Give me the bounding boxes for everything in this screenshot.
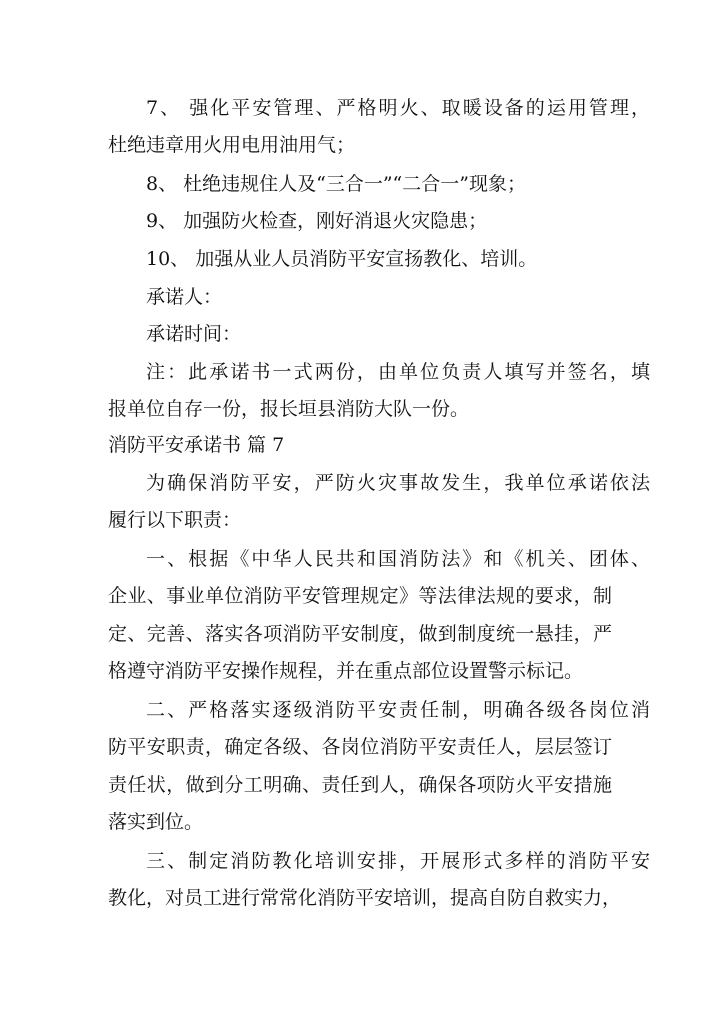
paragraph-1-line-4: 格遵守消防平安操作规程，并在重点部位设置警示标记。 xyxy=(108,660,584,682)
section-heading: 消防平安承诺书 篇 7 xyxy=(108,434,285,456)
item-9: 9、 加强防火检查，刚好消退火灾隐患； xyxy=(146,210,488,232)
intro-line-1: 为确保消防平安，严防火灾事故发生，我单位承诺依法 xyxy=(146,472,650,494)
intro-line-2: 履行以下职责： xyxy=(108,509,242,531)
promiser-label: 承诺人： xyxy=(146,286,223,308)
paragraph-2-line-3: 责任状，做到分工明确、责任到人，确保各项防火平安措施 xyxy=(108,774,612,796)
item-7-line-1: 7、 强化平安管理、严格明火、取暖设备的运用管理， xyxy=(146,97,650,119)
paragraph-3-line-1: 三、制定消防教化培训安排，开展形式多样的消防平安 xyxy=(146,850,650,872)
item-8: 8、 杜绝违规住人及“三合一”“二合一”现象； xyxy=(146,173,526,195)
item-7-line-2: 杜绝违章用火用电用油用气； xyxy=(108,134,356,156)
paragraph-1-line-3: 定、完善、落实各项消防平安制度，做到制度统一悬挂，严 xyxy=(108,623,612,645)
paragraph-2-line-1: 二、严格落实逐级消防平安责任制，明确各级各岗位消 xyxy=(146,699,650,721)
paragraph-3-line-2: 教化，对员工进行常常化消防平安培训，提高自防自救实力， xyxy=(108,887,622,909)
note-line-2: 报单位自存一份，报长垣县消防大队一份。 xyxy=(108,398,470,420)
paragraph-1-line-1: 一、根据《中华人民共和国消防法》和《机关、团体、 xyxy=(146,548,650,570)
paragraph-1-line-2: 企业、事业单位消防平安管理规定》等法律法规的要求，制 xyxy=(108,585,612,607)
paragraph-2-line-2: 防平安职责，确定各级、各岗位消防平安责任人，层层签订 xyxy=(108,736,612,758)
item-10: 10、 加强从业人员消防平安宣扬教化、培训。 xyxy=(146,248,538,270)
note-line-1: 注：此承诺书一式两份，由单位负责人填写并签名，填 xyxy=(146,361,650,383)
promise-time-label: 承诺时间： xyxy=(146,323,242,345)
paragraph-2-line-4: 落实到位。 xyxy=(108,811,204,833)
